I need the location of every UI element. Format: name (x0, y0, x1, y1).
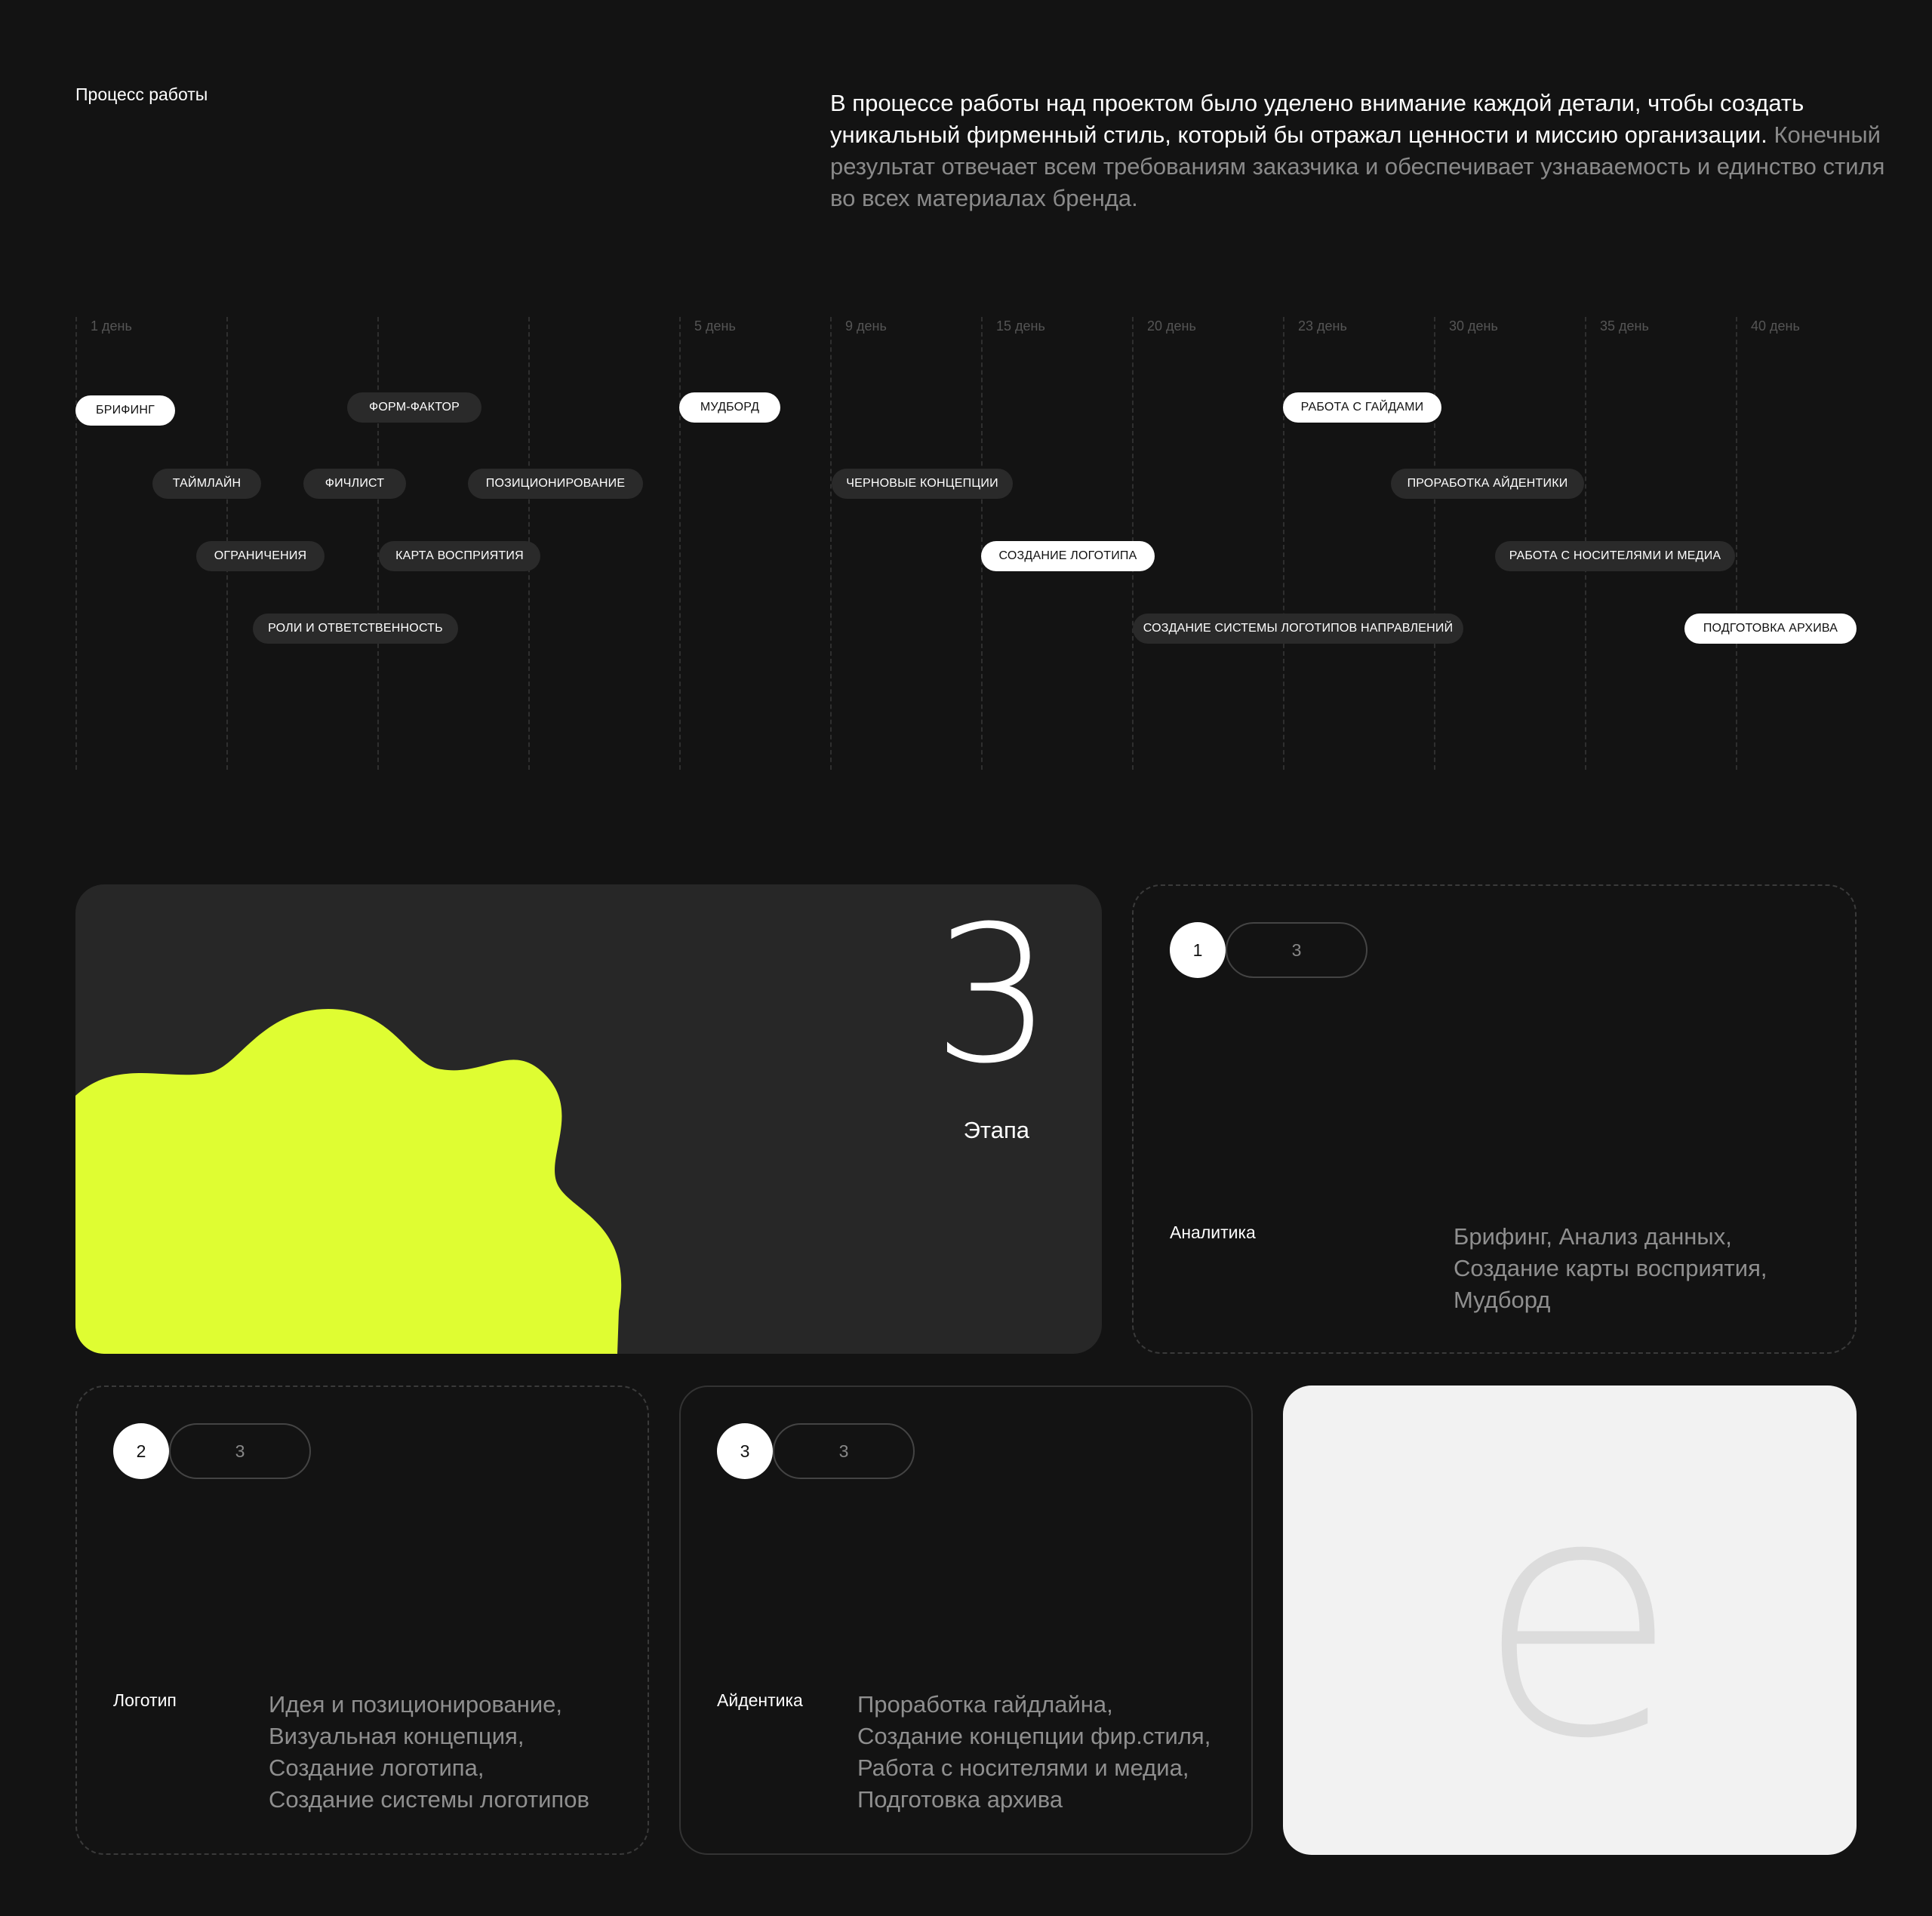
task-pill: БРИФИНГ (75, 395, 175, 426)
stage-description: Проработка гайдлайна, Создание концепции фир.стиля, Работа с носителями и медиа, Подготовка архива (857, 1691, 1211, 1813)
stage-description: Брифинг, Анализ данных, Создание карты восприятия, Мудборд (1454, 1223, 1767, 1313)
task-pill: ФИЧЛИСТ (303, 469, 406, 499)
stage-description: Идея и позиционирование, Визуальная концепция, Создание логотипа, Создание системы логотипов (269, 1691, 589, 1813)
task-pill: ТАЙМЛАЙН (152, 469, 261, 499)
day-label: 35 день (1600, 318, 1649, 334)
task-pill: ПОЗИЦИОНИРОВАНИЕ (468, 469, 643, 499)
stage-counter (113, 1423, 311, 1479)
stage-counter (1170, 922, 1367, 978)
timeline-gridline (830, 317, 832, 770)
task-pill: ЧЕРНОВЫЕ КОНЦЕПЦИИ (832, 469, 1013, 499)
stage-card-logo (75, 1385, 649, 1855)
stage-title: Логотип (113, 1690, 177, 1710)
stages-count: 3 (932, 885, 1053, 1105)
stage-total: 3 (169, 1423, 311, 1479)
timeline-gridline (75, 317, 77, 770)
stage-counter (717, 1423, 915, 1479)
stage-title: Айдентика (717, 1690, 803, 1710)
day-label: 15 день (996, 318, 1045, 334)
stages-caption: Этапа (963, 1117, 1029, 1143)
stage-card-analytics (1132, 884, 1857, 1354)
stage-title: Аналитика (1170, 1222, 1256, 1242)
stage-total: 3 (1226, 922, 1367, 978)
task-pill: СОЗДАНИЕ СИСТЕМЫ ЛОГОТИПОВ НАПРАВЛЕНИЙ (1133, 614, 1463, 644)
timeline-gridline (1736, 317, 1737, 770)
intro-lead: В процессе работы над проектом было уделено внимание каждой детали, чтобы создать уникальный фирменный стиль, который бы отражал ценности и миссию организации. (830, 90, 1804, 148)
task-pill: РОЛИ И ОТВЕТСТВЕННОСТЬ (253, 614, 458, 644)
task-pill: СОЗДАНИЕ ЛОГОТИПА (981, 541, 1155, 571)
day-label: 5 день (694, 318, 736, 334)
timeline-gridline (981, 317, 983, 770)
task-pill: ПОДГОТОВКА АРХИВА (1684, 614, 1857, 644)
timeline-gridline (1434, 317, 1435, 770)
day-label: 9 день (845, 318, 887, 334)
task-pill: РАБОТА С НОСИТЕЛЯМИ И МЕДИА (1495, 541, 1735, 571)
stage-index: 1 (1170, 922, 1226, 978)
task-pill: МУДБОРД (679, 392, 780, 423)
task-pill: ПРОРАБОТКА АЙДЕНТИКИ (1391, 469, 1584, 499)
task-pill: КАРТА ВОСПРИЯТИЯ (379, 541, 540, 571)
section-label: Процесс работы (75, 85, 208, 104)
stage-index: 3 (717, 1423, 773, 1479)
timeline-gridline (1283, 317, 1284, 770)
day-label: 40 день (1751, 318, 1800, 334)
task-pill: ОГРАНИЧЕНИЯ (196, 541, 325, 571)
brand-glyph-card (1283, 1385, 1857, 1855)
brand-glyph: e (1475, 1425, 1680, 1811)
intro-text (830, 88, 1887, 214)
intro-rest: Конечный результат отвечает всем требованиям заказчика и обеспечивает узнаваемость и единство стиля во всех материалах бренда. (830, 121, 1885, 211)
stages-summary-card (75, 884, 1102, 1354)
stage-card-identity (679, 1385, 1253, 1855)
timeline-gridline (679, 317, 681, 770)
day-label: 23 день (1298, 318, 1347, 334)
stage-index: 2 (113, 1423, 169, 1479)
day-label: 1 день (91, 318, 132, 334)
stage-total: 3 (773, 1423, 915, 1479)
timeline-gridline (377, 317, 379, 770)
task-pill: ФОРМ-ФАКТОР (347, 392, 481, 423)
day-label: 30 день (1449, 318, 1498, 334)
task-pill: РАБОТА С ГАЙДАМИ (1283, 392, 1441, 423)
day-label: 20 день (1147, 318, 1196, 334)
